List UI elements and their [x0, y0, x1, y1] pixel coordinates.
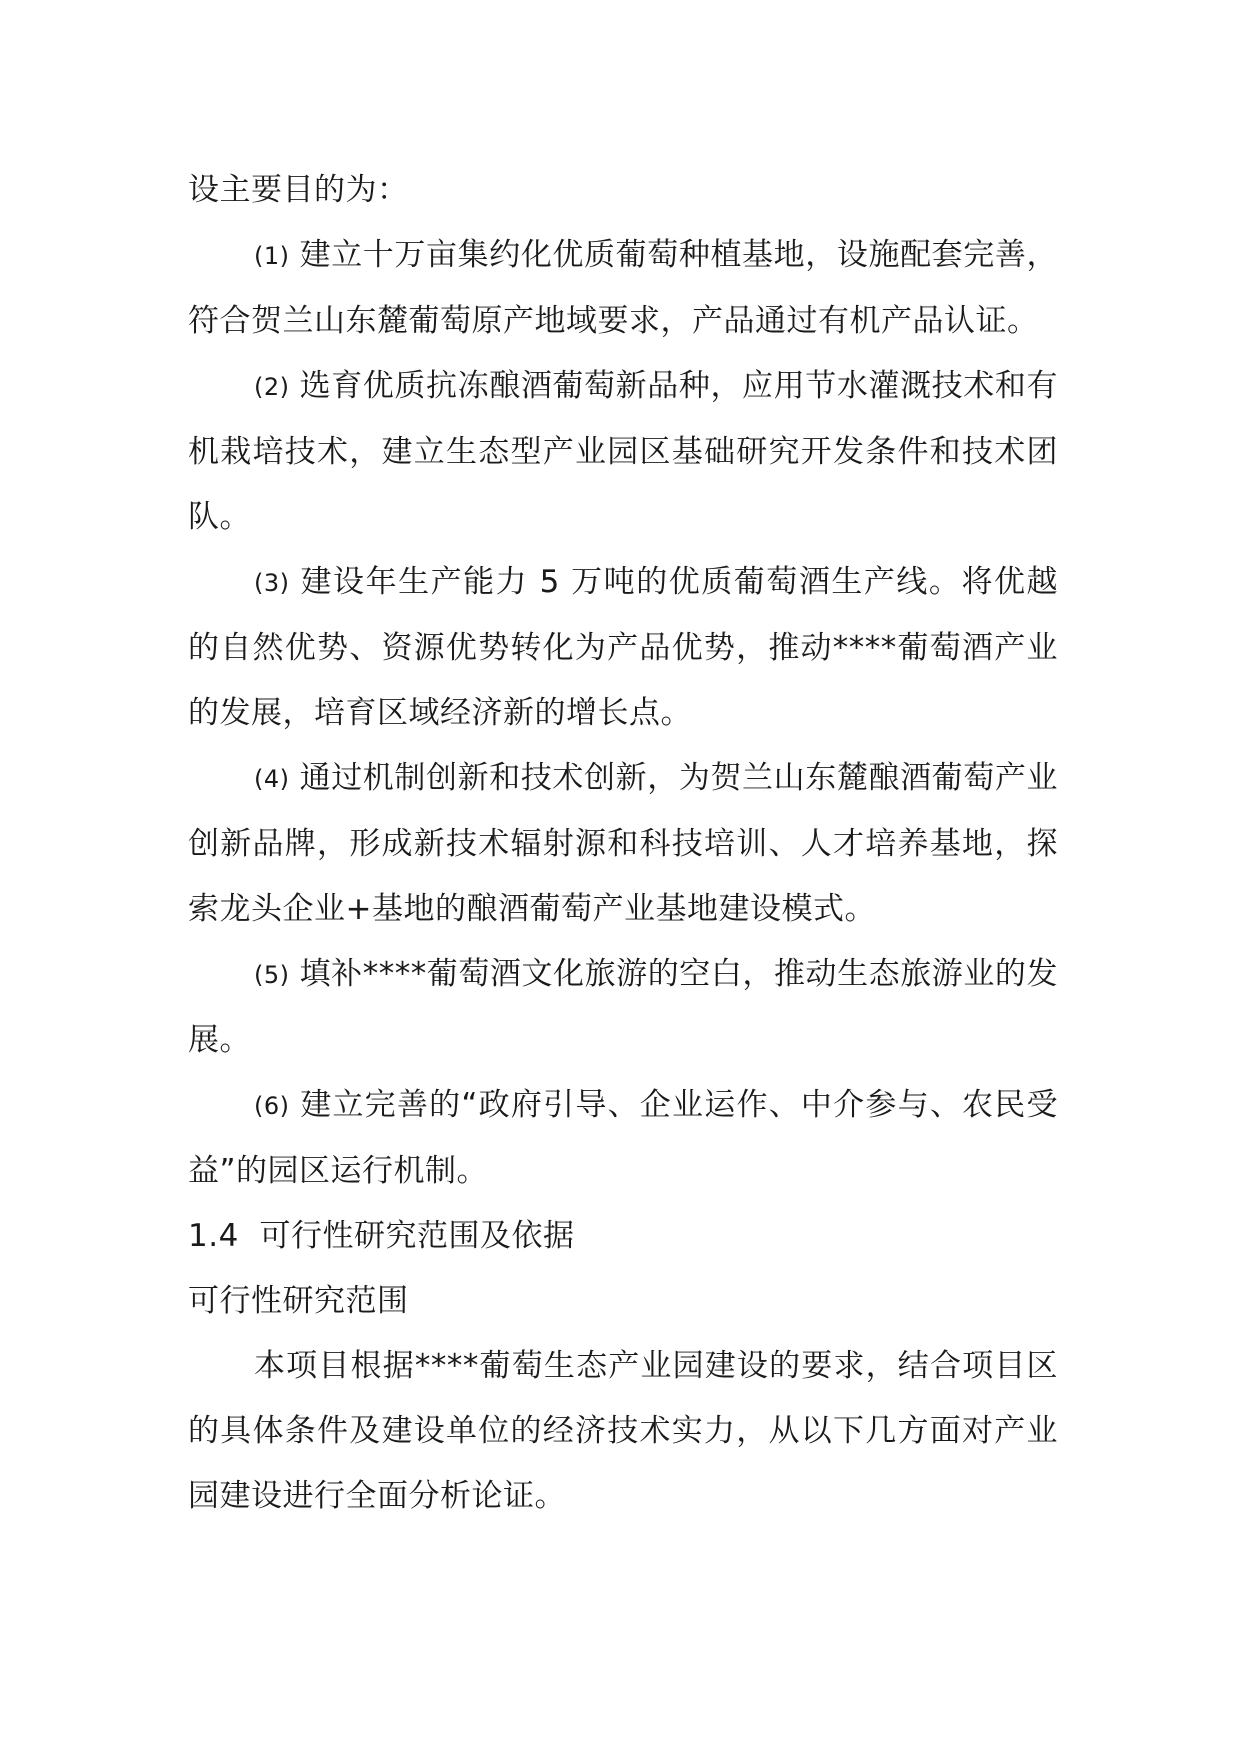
objective-item-5	[188, 942, 1058, 1073]
section-heading: 1.4 可行性研究范围及依据	[188, 1218, 575, 1254]
objective-item-3	[188, 550, 1058, 746]
closing-paragraph: 本项目根据****葡萄生态产业园建设的要求，结合项目区的具体条件及建设单位的经济技术实力，从以下几方面对产业园建设进行全面分析论证。	[188, 1348, 1058, 1514]
objective-text: 选育优质抗冻酿酒葡萄新品种，应用节水灌溉技术和有机栽培技术，建立生态型产业园区基础研究开发条件和技术团队。	[188, 368, 1058, 535]
objective-number: (6)	[254, 1092, 290, 1120]
objective-item-4	[188, 746, 1058, 942]
objective-item-1	[188, 223, 1058, 354]
objective-number: (5)	[254, 961, 290, 989]
objective-item-2	[188, 354, 1058, 550]
objective-text: 通过机制创新和技术创新，为贺兰山东麓酿酒葡萄产业创新品牌，形成新技术辐射源和科技培训、人才培养基地，探索龙头企业+基地的酿酒葡萄产业基地建设模式。	[188, 760, 1058, 927]
objective-number: (1)	[254, 242, 290, 270]
objective-number: (4)	[254, 765, 290, 793]
objective-number: (3)	[254, 569, 290, 597]
document-body	[188, 158, 1058, 1529]
objective-text: 建立十万亩集约化优质葡萄种植基地，设施配套完善，符合贺兰山东麓葡萄原产地域要求，产品通过有机产品认证。	[188, 237, 1058, 339]
objective-item-6	[188, 1073, 1058, 1204]
objective-number: (2)	[254, 373, 290, 401]
objective-text: 建设年生产能力 5 万吨的优质葡萄酒生产线。将优越的自然优势、资源优势转化为产品优势，推动****葡萄酒产业的发展，培育区域经济新的增长点。	[188, 564, 1058, 731]
objective-text: 建立完善的“政府引导、企业运作、中介参与、农民受益”的园区运行机制。	[188, 1087, 1058, 1189]
intro-line: 设主要目的为：	[188, 172, 409, 208]
subsection-heading: 可行性研究范围	[188, 1283, 409, 1319]
objective-text: 填补****葡萄酒文化旅游的空白，推动生态旅游业的发展。	[188, 956, 1058, 1058]
